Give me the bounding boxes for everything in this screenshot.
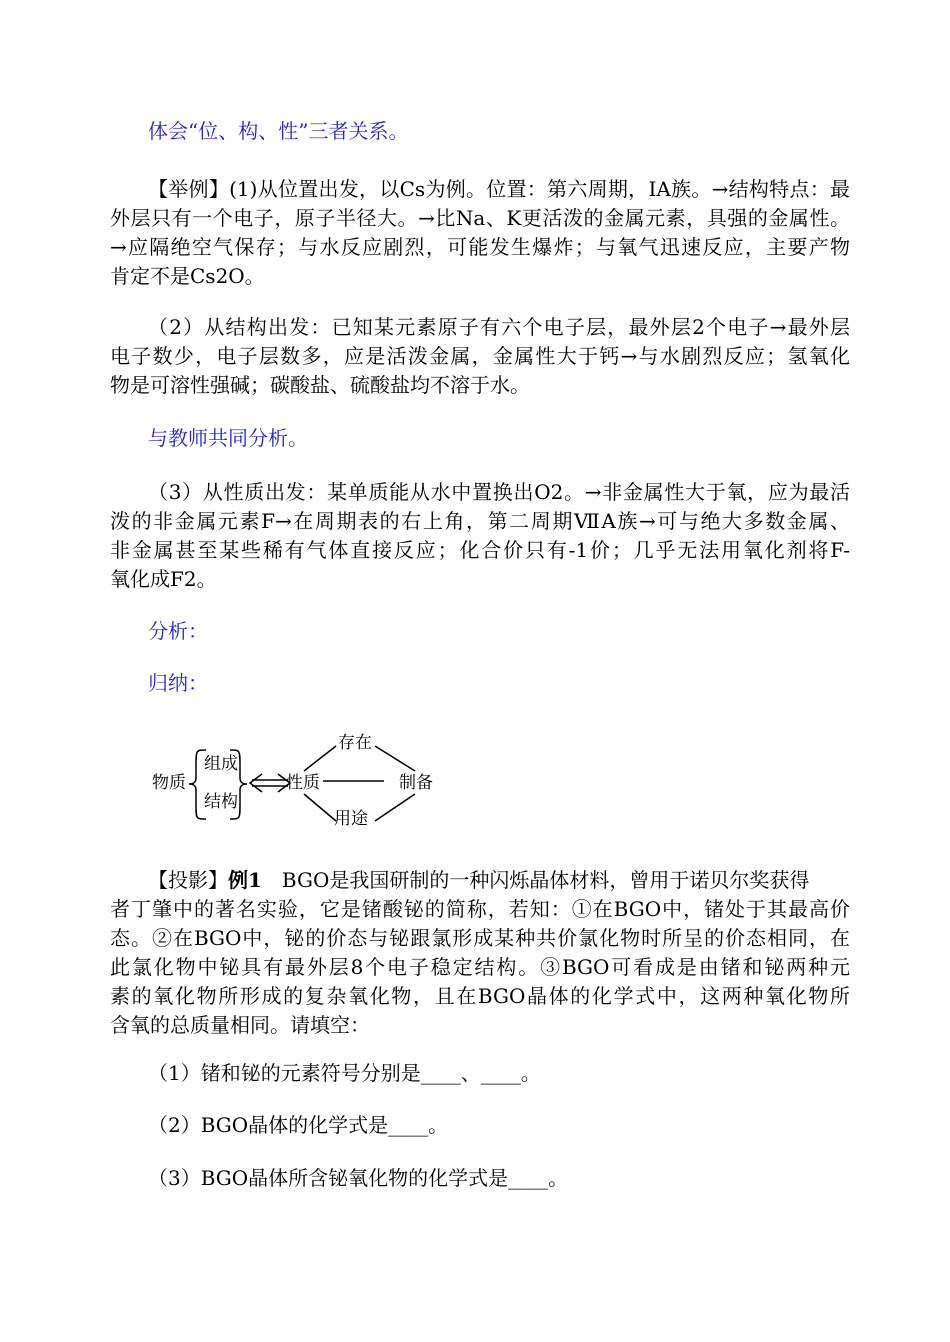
question-line-1-text: BGO是我国研制的一种闪烁晶体材料，曾用于诺贝尔奖获得 [261, 868, 810, 892]
example-1-line-3 [110, 234, 850, 260]
example-1-line-1 [148, 176, 850, 202]
diagram-top-left-connector [304, 746, 336, 771]
diagram-composition-label: 组成 [204, 754, 238, 774]
example-3-line-2-text: 泼的非金属元素F→在周期表的右上角，第二周期ⅦA族→可与绝大多数金属、 [110, 509, 850, 533]
question-line-4-text: 此氯化物中铋具有最外层8个电子稳定结构。③BGO可看成是由锗和铋两种元 [110, 955, 850, 979]
example-2-line-1 [148, 314, 850, 340]
example-3-line-4: 氧化成F2。 [110, 567, 217, 591]
example-1-line-3-text: →应隔绝空气保存；与水反应剧烈，可能发生爆炸；与氧气迅速反应，主要产物 [110, 235, 850, 259]
example-1-line-4: 肯定不是Cs2O。 [110, 264, 265, 288]
example-3-line-3 [110, 537, 850, 563]
diagram-structure-label: 结构 [204, 792, 238, 812]
example-3-line-2 [110, 508, 850, 534]
question-prefix: 【投影】 [148, 868, 228, 892]
example-2-line-2 [110, 343, 850, 369]
diagram-top-right-connector [375, 746, 415, 771]
intro-line: 体会“位、构、性”三者关系。 [148, 119, 409, 143]
diagram-existence-label: 存在 [338, 733, 372, 753]
question-line-4 [110, 954, 850, 980]
sub-question-3: （3）BGO晶体所含铋氧化物的化学式是____。 [148, 1166, 569, 1190]
example-2-line-2-text: 电子数少，电子层数多，应是活泼金属，金属性大于钙→与水剧烈反应；氢氧化 [110, 344, 850, 368]
example-2-line-3: 物是可溶性强碱；碳酸盐、硫酸盐均不溶于水。 [110, 373, 530, 397]
question-line-1 [148, 867, 850, 893]
teacher-analysis-note: 与教师共同分析。 [148, 426, 308, 450]
diagram-property-label: 性质 [286, 773, 320, 793]
example-2-line-1-text: （2）从结构出发：已知某元素原子有六个电子层，最外层2个电子→最外层 [148, 315, 850, 339]
example-1-line-2 [110, 205, 850, 231]
substance-relationship-diagram [146, 726, 456, 836]
question-line-3 [110, 925, 850, 951]
question-line-5-text: 素的氧化物所形成的复杂氧化物，且在BGO晶体的化学式中，这两种氧化物所 [110, 984, 850, 1008]
diagram-preparation-label: 制备 [399, 773, 433, 793]
example-3-line-1 [148, 479, 850, 505]
diagram-left-arrowhead [250, 774, 262, 792]
diagram-bottom-right-connector [375, 794, 415, 821]
example-1-line-1-text: 【举例】(1)从位置出发，以Cs为例。位置：第六周期，IA族。→结构特点：最 [148, 177, 850, 201]
question-line-3-text: 态。②在BGO中，铋的价态与铋跟氯形成某种共价氯化物时所呈的价态相同，在 [110, 926, 850, 950]
question-line-5 [110, 983, 850, 1009]
example-3-line-1-text: （3）从性质出发：某单质能从水中置换出O2。→非金属性大于氧，应为最活 [148, 480, 850, 504]
diagram-use-label: 用途 [334, 809, 368, 829]
sub-question-1: （1）锗和铋的元素符号分别是____、____。 [148, 1061, 541, 1085]
diagram-bottom-left-connector [304, 794, 336, 821]
diagram-substance-label: 物质 [152, 773, 186, 793]
question-line-6: 含氧的总质量相同。请填空： [110, 1013, 370, 1037]
example-3-line-3-text: 非金属甚至某些稀有气体直接反应；化合价只有-1价；几乎无法用氧化剂将F- [110, 538, 850, 562]
question-line-2-text: 者丁肇中的著名实验，它是锗酸铋的简称，若知：①在BGO中，锗处于其最高价 [110, 897, 850, 921]
question-line-2 [110, 896, 850, 922]
question-example-number: 例1 [228, 868, 262, 892]
sub-question-2: （2）BGO晶体的化学式是____。 [148, 1113, 449, 1137]
example-1-line-2-text: 外层只有一个电子，原子半径大。→比Na、K更活泼的金属元素，具强的金属性。 [110, 206, 850, 230]
analysis-label: 分析： [148, 619, 208, 643]
summary-label: 归纳： [148, 671, 208, 695]
